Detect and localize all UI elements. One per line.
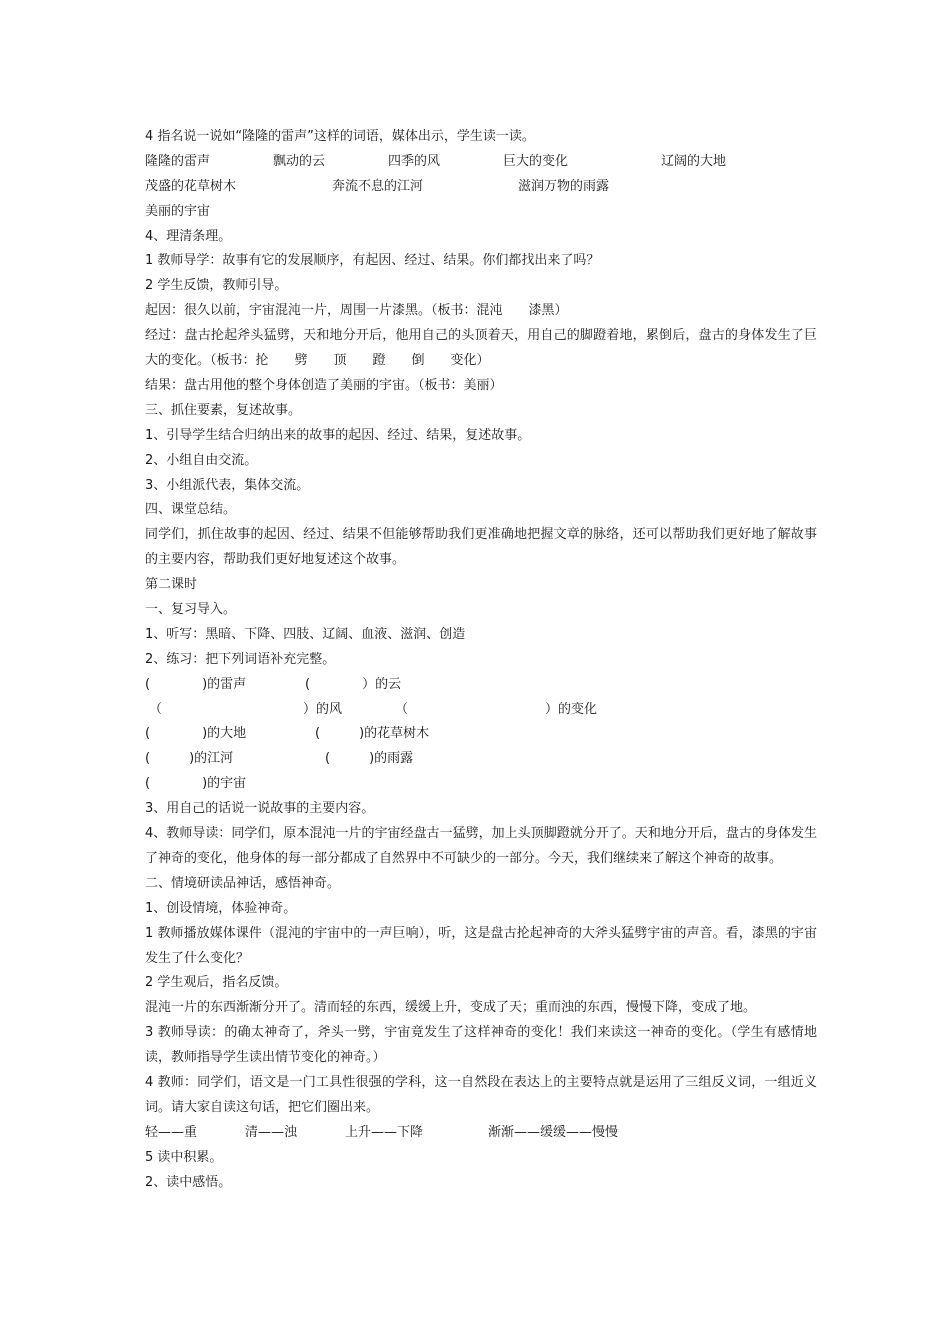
paragraph: 5 读中积累。 <box>145 1149 223 1165</box>
paragraph: 2、读中感悟。 <box>145 1174 232 1190</box>
paragraph: 1 教师播放媒体课件（混沌的宇宙中的一声巨响），听，这是盘古抡起神奇的大斧头猛劈宇宙的声音。看，漆黑的宇宙发生了什么变化？ <box>145 925 817 966</box>
paragraph: 3 教师导读：的确太神奇了，斧头一劈，宇宙竟发生了这样神奇的变化！我们来读这一神奇的变化。（学生有感情地读，教师指导学生读出情节变化的神奇。） <box>145 1025 817 1066</box>
fill-blank-item: ( )的雷声 <box>145 676 247 692</box>
section-heading: 四、课堂总结。 <box>145 502 237 518</box>
phrase: 飘动的云 <box>273 153 326 169</box>
paragraph: 混沌一片的东西渐渐分开了。清而轻的东西，缓缓上升，变成了天；重而浊的东西，慢慢下降，变成了地。 <box>145 1000 757 1016</box>
fill-blank-row <box>145 698 817 723</box>
word-pair: 清——浊 <box>245 1124 298 1140</box>
fill-blank-item: ( )的江河 <box>145 751 234 767</box>
paragraph: 2 学生反馈，教师引导。 <box>145 278 288 294</box>
paragraph: 4 指名说一说如“隆隆的雷声”这样的词语，媒体出示，学生读一读。 <box>145 129 535 144</box>
paragraph: 2、练习：把下列词语补充完整。 <box>145 651 336 667</box>
fill-blank-item: ( )的花草树木 <box>315 726 430 742</box>
fill-blank-item: ( )的雨露 <box>325 751 414 767</box>
paragraph: 2、小组自由交流。 <box>145 452 258 468</box>
section-heading: 三、抓住要素，复述故事。 <box>145 402 302 418</box>
paragraph: 1、听写：黑暗、下降、四肢、辽阔、血液、滋润、创造 <box>145 626 466 642</box>
section-heading: 二、情境研读品神话，感悟神奇。 <box>145 875 341 891</box>
fill-blank-item: ( ）的云 <box>305 676 402 692</box>
fill-blank-row <box>145 747 817 772</box>
word-pair: 上升——下降 <box>345 1124 424 1140</box>
phrase: 奔流不息的江河 <box>332 178 424 194</box>
fill-blank-item: ）的变化 <box>545 701 598 717</box>
fill-blank-item: ）的风 <box>303 701 343 717</box>
fill-blank-bracket: （ <box>395 701 409 717</box>
paragraph: 3、用自己的话说一说故事的主要内容。 <box>145 801 375 817</box>
paragraph: 1 教师导学：故事有它的发展顺序，有起因、经过、结果。你们都找出来了吗？ <box>145 253 600 269</box>
paragraph: 起因：很久以前，宇宙混沌一片，周围一片漆黑。（板书：混沌 漆黑） <box>145 303 568 319</box>
paragraph: 经过：盘古抡起斧头猛劈，天和地分开后，他用自己的头顶着天，用自己的脚蹬着地，累倒后，盘古的身体发生了巨大的变化。（板书：抡 劈 顶 蹬 倒 变化） <box>145 328 817 369</box>
antonym-row <box>145 1121 817 1146</box>
paragraph: 美丽的宇宙 <box>145 203 211 219</box>
fill-blank-row <box>145 722 817 747</box>
fill-blank-row <box>145 772 817 797</box>
phrase-row <box>145 175 817 200</box>
paragraph: 4、教师导读：同学们，原本混沌一片的宇宙经盘古一猛劈，加上头顶脚蹬就分开了。天和地分开后，盘古的身体发生了神奇的变化，他身体的每一部分都成了自然界中不可缺少的一部分。今天，我们继续来了解这个神奇的故事。 <box>145 826 817 866</box>
word-pair: 轻——重 <box>145 1124 198 1140</box>
phrase: 巨大的变化 <box>503 153 569 169</box>
paragraph: 1、引导学生结合归纳出来的故事的起因、经过、结果，复述故事。 <box>145 427 531 443</box>
paragraph: 2 学生观后，指名反馈。 <box>145 975 288 991</box>
lesson-heading: 第二课时 <box>145 577 198 593</box>
phrase-row <box>145 150 817 175</box>
phrase: 四季的风 <box>388 153 441 169</box>
phrase: 隆隆的雷声 <box>145 153 211 169</box>
fill-blank-bracket: （ <box>149 701 163 717</box>
paragraph: 4 教师：同学们，语文是一门工具性很强的学科，这一自然段在表达上的主要特点就是运用了三组反义词，一组近义词。请大家自读这句话，把它们圈出来。 <box>145 1075 817 1115</box>
phrase: 滋润万物的雨露 <box>518 178 610 194</box>
phrase: 茂盛的花草树木 <box>145 178 237 194</box>
paragraph: 1、创设情境，体验神奇。 <box>145 900 297 916</box>
paragraph: 3、小组派代表，集体交流。 <box>145 477 310 493</box>
section-heading: 4、理清条理。 <box>145 228 232 244</box>
fill-blank-row <box>145 673 817 698</box>
document-body <box>145 125 817 1195</box>
phrase: 辽阔的大地 <box>661 153 727 169</box>
fill-blank-item: ( )的大地 <box>145 726 247 742</box>
paragraph: 同学们，抓住故事的起因、经过、结果不但能够帮助我们更准确地把握文章的脉络，还可以帮助我们更好地了解故事的主要内容，帮助我们更好地复述这个故事。 <box>145 527 817 568</box>
fill-blank-item: ( )的宇宙 <box>145 776 247 792</box>
paragraph: 结果：盘古用他的整个身体创造了美丽的宇宙。（板书：美丽） <box>145 377 503 393</box>
section-heading: 一、复习导入。 <box>145 601 237 617</box>
word-pair: 渐渐——缓缓——慢慢 <box>488 1124 619 1140</box>
